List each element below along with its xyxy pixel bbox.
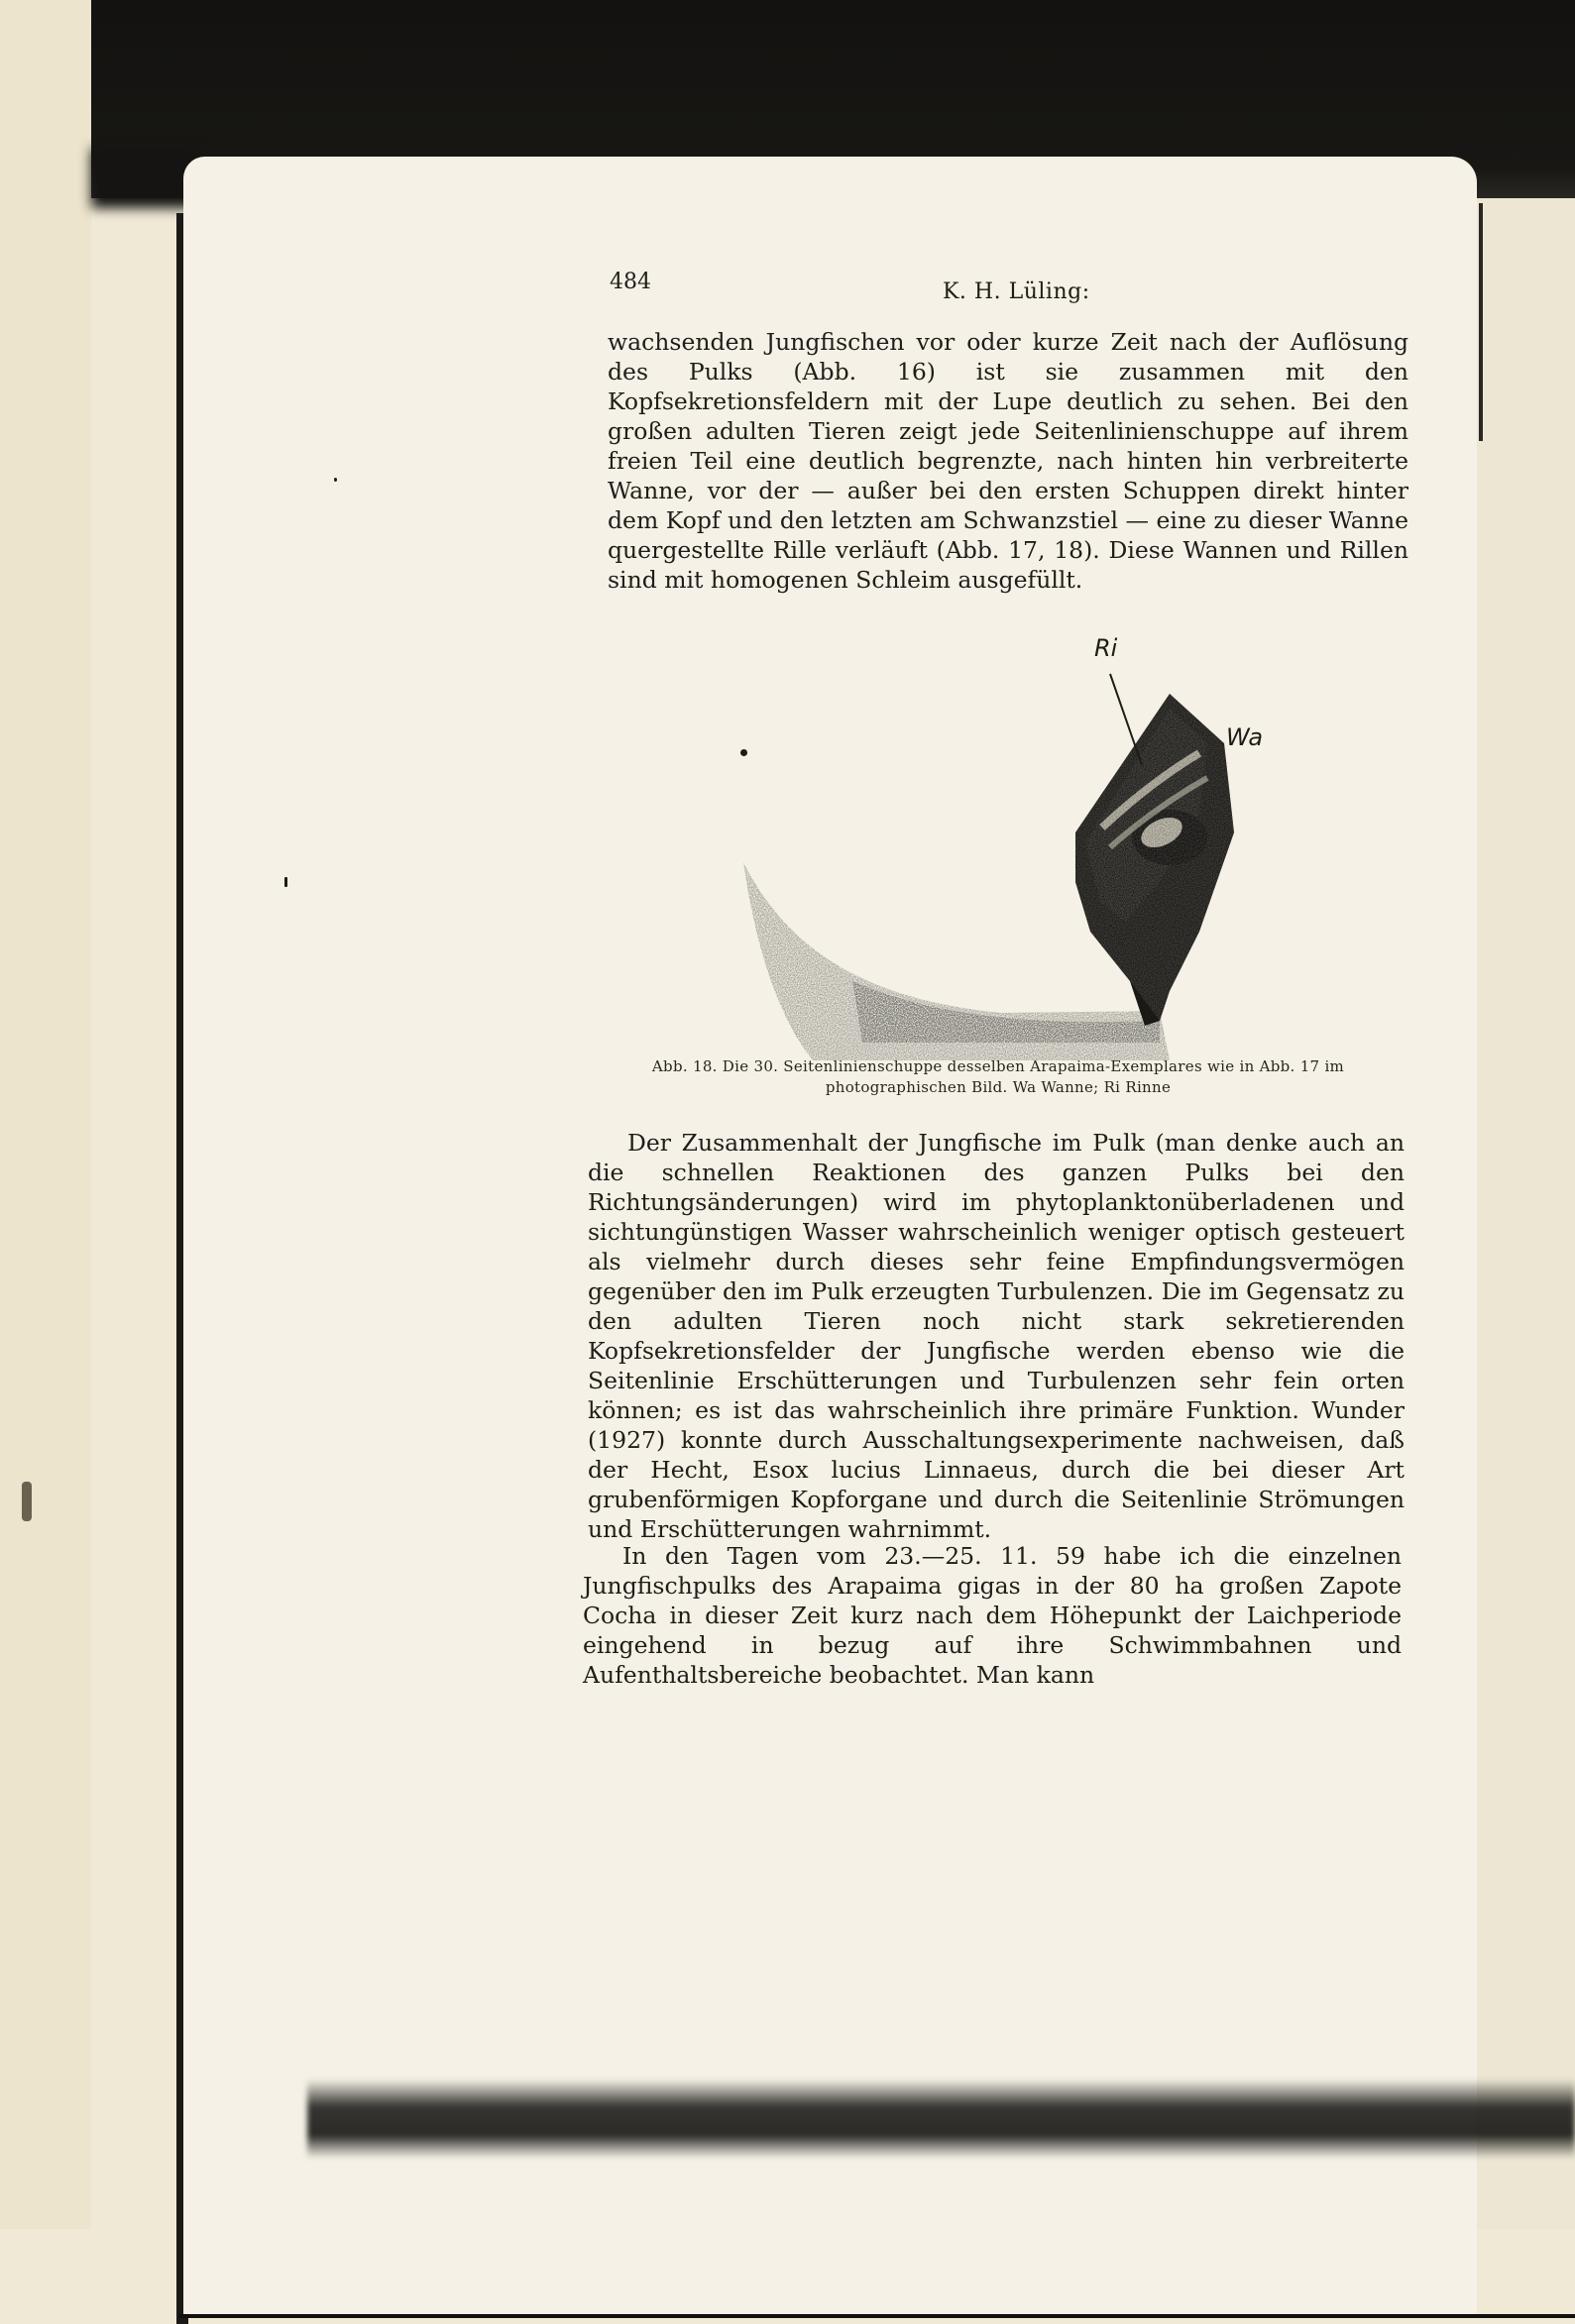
scale-photograph — [733, 634, 1289, 1060]
paragraph-2: Der Zusammenhalt der Jungfische im Pulk (man denke auch an die schnellen Reaktionen des ganzen Pulks bei den Richtungsänderungen) wird im phytoplanktonüberladenen und sichtungünstigen Wasser wahrscheinlich weniger optisch gesteuert als vielmehr durch dieses sehr feine Empfindungsvermögen gegenüber den im Pulk erzeugten Turbulenzen. Die im Gegensatz zu den adulten Tieren noch nicht stark sekretierenden Kopfsekretionsfelder der Jungfische werden ebenso wie die Seitenlinie Erschütterungen und Turbulenzen sehr fein orten können; es ist das wahrscheinlich ihre primäre Funktion. Wunder (1927) konnte durch Ausschaltungsexperimente nachweisen, daß der Hecht, Esox lucius Linnaeus, durch die bei dieser Art grubenförmigen Kopforgane und durch die Seitenlinie Strömungen und Erschütterungen wahrnimmt. — [588, 1129, 1405, 1543]
paragraph-1: wachsenden Jungfischen vor oder kurze Zeit nach der Auflösung des Pulks (Abb. 16) ist sie zusammen mit den Kopfsekretionsfeldern mit der Lupe deutlich zu sehen. Bei den großen adulten Tieren zeigt jede Seitenlinienschuppe auf ihrem freien Teil eine deutlich begrenzte, nach hinten hin verbreiterte Wanne, vor der — außer bei den ersten Schuppen direkt hinter dem Kopf und den letzten am Schwanzstiel — eine zu dieser Wanne quergestellte Rille verläuft (Abb. 17, 18). Diese Wannen und Rillen sind mit homogenen Schleim ausgefüllt. — [608, 328, 1408, 594]
scan-bottom-smudge — [307, 2079, 1575, 2158]
figure-caption: Abb. 18. Die 30. Seitenlinienschuppe desselben Arapaima-Exemplares wie in Abb. 17 im photographischen Bild. Wa Wanne; Ri Rinne — [651, 1057, 1345, 1096]
scan-left-margin — [0, 0, 91, 2229]
page-number: 484 — [610, 270, 651, 294]
author-heading: K. H. Lüling: — [943, 279, 1090, 304]
scan-right-edge — [1477, 198, 1575, 2229]
paragraph-3: In den Tagen vom 23.—25. 11. 59 habe ich die einzelnen Jungfischpulks des Arapaima gigas in der 80 ha großen Zapote Cocha in dieser Zeit kurz nach dem Höhepunkt der Laichperiode eingehend in bezug auf ihre Schwimmbahnen und Aufenthaltsbereiche beobachtet. Man kann — [583, 1542, 1402, 1689]
figure-label-ri: Ri — [1094, 634, 1118, 662]
dust-speck — [22, 1482, 32, 1521]
figure-label-wa: Wa — [1226, 723, 1264, 751]
dust-speck — [284, 877, 287, 887]
scan-right-edge-line — [1479, 203, 1483, 441]
dust-speck — [334, 478, 337, 482]
sheet-bottom-edge — [178, 2314, 1575, 2318]
figure-scale-photo — [733, 634, 1289, 1060]
